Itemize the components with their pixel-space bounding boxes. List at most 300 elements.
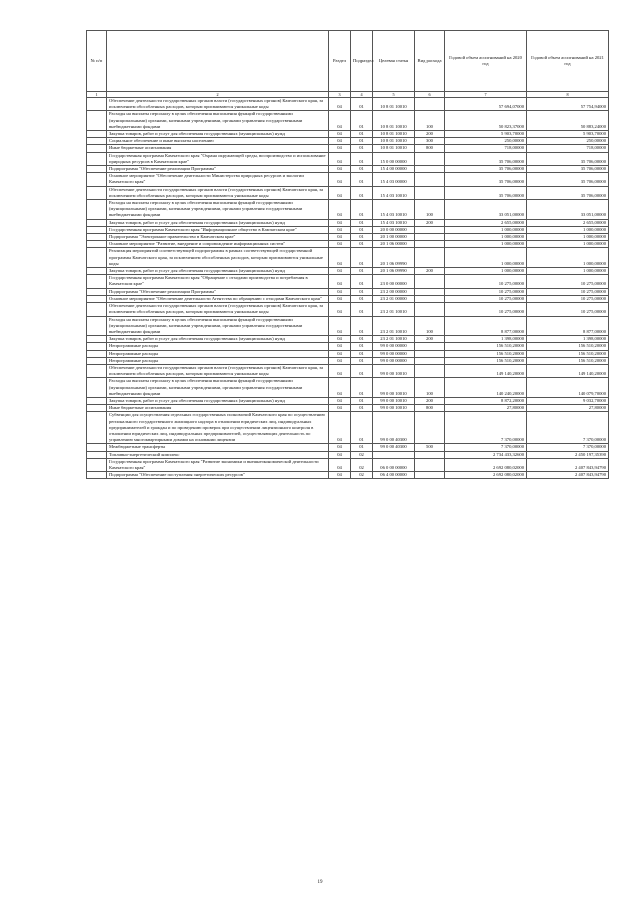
header-target-article: Целевая статья xyxy=(373,31,415,92)
row-2021-cell: 7 370,00000 xyxy=(527,412,609,444)
table-row xyxy=(87,303,609,316)
row-target-article-cell: 15 4 03 10010 xyxy=(373,200,415,220)
row-expense-type-cell xyxy=(415,186,445,199)
row-2021-cell: 35 706,00000 xyxy=(527,166,609,173)
row-num-cell xyxy=(87,226,107,233)
row-razdel-cell: 04 xyxy=(329,350,351,357)
row-podrazdel-cell: 01 xyxy=(351,303,373,316)
header-podrazdel: Подраздел xyxy=(351,31,373,92)
row-name-cell: Непрограммные расходы xyxy=(107,357,329,364)
document-page xyxy=(86,30,608,479)
row-name-cell: Субвенции для осуществления отдельных государственных полномочий Камчатского края по осуществлению регионального государственного жилищного надзора в отношении юридических лиц, индивидуальных предпринимателей и граждан и по проведению проверок при осуществлении лицензионного контроля в отношении юридических лиц, индивидуальных предпринимателей, осуществляющих деятельность по управлению многоквартирными домами на основании лицензии xyxy=(107,412,329,444)
row-2021-cell: 35 706,00000 xyxy=(527,186,609,199)
row-podrazdel-cell: 01 xyxy=(351,444,373,451)
row-name-cell: Подпрограмма "Обеспечение реализации Программы" xyxy=(107,288,329,295)
row-razdel-cell: 04 xyxy=(329,138,351,145)
row-target-article-cell: 99 0 00 10010 xyxy=(373,378,415,398)
row-expense-type-cell xyxy=(415,248,445,268)
row-num-cell xyxy=(87,316,107,336)
row-target-article-cell: 15 4 03 00000 xyxy=(373,173,415,186)
row-2021-cell: 35 706,00000 xyxy=(527,152,609,165)
row-2021-cell: 57 754,94000 xyxy=(527,98,609,111)
row-num-cell xyxy=(87,138,107,145)
row-podrazdel-cell: 01 xyxy=(351,405,373,412)
row-expense-type-cell xyxy=(415,173,445,186)
row-2020-cell: 156 510,20000 xyxy=(445,343,527,350)
row-2020-cell: 718,00000 xyxy=(445,145,527,152)
row-2020-cell: 1 000,00000 xyxy=(445,226,527,233)
row-num-cell xyxy=(87,405,107,412)
row-podrazdel-cell: 01 xyxy=(351,288,373,295)
row-target-article-cell: 20 1 06 00000 xyxy=(373,241,415,248)
row-name-cell: Социальное обеспечение и иные выплаты населению xyxy=(107,138,329,145)
colnum: 3 xyxy=(329,92,351,98)
table-row xyxy=(87,412,609,444)
table-row xyxy=(87,472,609,479)
row-target-article-cell: 06 4 00 00000 xyxy=(373,472,415,479)
budget-table xyxy=(86,30,609,479)
row-2021-cell: 1 000,00000 xyxy=(527,241,609,248)
row-target-article-cell: 99 0 00 00000 xyxy=(373,357,415,364)
row-podrazdel-cell: 01 xyxy=(351,138,373,145)
row-target-article-cell: 15 4 00 00000 xyxy=(373,166,415,173)
row-name-cell: Расходы на выплаты персоналу в целях обеспечения выполнения функций государственными (муниципальными) органами, казенными учреждениями, органами управления государственными внебюджетными фондами xyxy=(107,200,329,220)
row-num-cell xyxy=(87,350,107,357)
row-expense-type-cell: 200 xyxy=(415,397,445,404)
row-podrazdel-cell: 01 xyxy=(351,268,373,275)
row-2020-cell: 35 706,00000 xyxy=(445,173,527,186)
table-row xyxy=(87,219,609,226)
table-row xyxy=(87,166,609,173)
row-razdel-cell: 04 xyxy=(329,98,351,111)
row-podrazdel-cell: 01 xyxy=(351,234,373,241)
row-target-article-cell: 23 2 01 10010 xyxy=(373,303,415,316)
row-target-article-cell: 20 1 06 09990 xyxy=(373,268,415,275)
colnum: 8 xyxy=(527,92,609,98)
row-2021-cell: 33 051,00000 xyxy=(527,200,609,220)
table-row xyxy=(87,226,609,233)
row-2020-cell: 1 000,00000 xyxy=(445,241,527,248)
row-2020-cell: 2 655,00000 xyxy=(445,219,527,226)
row-expense-type-cell: 200 xyxy=(415,219,445,226)
row-2021-cell: 1 398,00000 xyxy=(527,336,609,343)
header-2020: Годовой объем ассигнований на 2020 год xyxy=(445,31,527,92)
row-name-cell: Закупка товаров, работ и услуг для обеспечения государственных (муниципальных) нужд xyxy=(107,336,329,343)
row-razdel-cell: 04 xyxy=(329,152,351,165)
table-body xyxy=(87,98,609,479)
table-row xyxy=(87,336,609,343)
colnum: 2 xyxy=(107,92,329,98)
row-2020-cell: 1 000,00000 xyxy=(445,248,527,268)
table-row xyxy=(87,145,609,152)
table-row xyxy=(87,248,609,268)
row-razdel-cell: 04 xyxy=(329,145,351,152)
row-podrazdel-cell: 01 xyxy=(351,200,373,220)
row-podrazdel-cell: 01 xyxy=(351,241,373,248)
row-name-cell: Закупка товаров, работ и услуг для обеспечения государственных (муниципальных) нужд xyxy=(107,268,329,275)
row-expense-type-cell xyxy=(415,458,445,471)
row-podrazdel-cell: 01 xyxy=(351,145,373,152)
row-name-cell: Подпрограмма "Обеспечение реализации Программы" xyxy=(107,166,329,173)
row-name-cell: Основное мероприятие "Развитие, внедрение и сопровождение информационных систем" xyxy=(107,241,329,248)
table-header-row xyxy=(87,31,609,92)
row-target-article-cell: 99 0 00 10010 xyxy=(373,405,415,412)
row-num-cell xyxy=(87,397,107,404)
row-name-cell: Топливно-энергетический комплекс xyxy=(107,451,329,458)
row-expense-type-cell: 200 xyxy=(415,268,445,275)
row-expense-type-cell: 100 xyxy=(415,200,445,220)
row-razdel-cell: 04 xyxy=(329,268,351,275)
row-num-cell xyxy=(87,472,107,479)
row-2020-cell: 50 823,37000 xyxy=(445,111,527,131)
row-target-article-cell: 06 0 00 00000 xyxy=(373,458,415,471)
row-target-article-cell: 20 1 06 09990 xyxy=(373,248,415,268)
table-row xyxy=(87,241,609,248)
row-num-cell xyxy=(87,412,107,444)
row-name-cell: Закупка товаров, работ и услуг для обеспечения государственных (муниципальных) нужд xyxy=(107,131,329,138)
row-2020-cell: 149 140,20000 xyxy=(445,364,527,377)
row-2021-cell: 5 903,70000 xyxy=(527,131,609,138)
row-name-cell: Закупка товаров, работ и услуг для обеспечения государственных (муниципальных) нужд xyxy=(107,219,329,226)
row-razdel-cell: 04 xyxy=(329,364,351,377)
row-podrazdel-cell: 02 xyxy=(351,472,373,479)
row-2020-cell: 35 706,00000 xyxy=(445,186,527,199)
row-2021-cell: 250,00000 xyxy=(527,138,609,145)
row-podrazdel-cell: 01 xyxy=(351,219,373,226)
row-2020-cell: 1 000,00000 xyxy=(445,234,527,241)
row-target-article-cell xyxy=(373,451,415,458)
row-name-cell: Государственная программа Камчатского края "Информационное общество в Камчатском крае" xyxy=(107,226,329,233)
row-name-cell: Подпрограмма "Обеспечение поступления энергетических ресурсов" xyxy=(107,472,329,479)
row-2021-cell: 156 510,20000 xyxy=(527,357,609,364)
row-razdel-cell: 04 xyxy=(329,303,351,316)
row-num-cell xyxy=(87,145,107,152)
row-2021-cell: 2 407 843,94790 xyxy=(527,458,609,471)
row-razdel-cell: 04 xyxy=(329,397,351,404)
row-name-cell: Основное мероприятие "Обеспечение деятельности Агентства по обращению с отходами Камчатского края" xyxy=(107,295,329,302)
row-num-cell xyxy=(87,295,107,302)
row-expense-type-cell xyxy=(415,275,445,288)
row-num-cell xyxy=(87,357,107,364)
row-name-cell: Межбюджетные трансферты xyxy=(107,444,329,451)
table-row xyxy=(87,397,609,404)
row-2021-cell: 1 000,00000 xyxy=(527,268,609,275)
row-expense-type-cell: 100 xyxy=(415,378,445,398)
row-num-cell xyxy=(87,444,107,451)
row-num-cell xyxy=(87,275,107,288)
row-name-cell: Государственная программа Камчатского края "Развитие экономики и внешнеэкономической деятельности Камчатского края" xyxy=(107,458,329,471)
row-podrazdel-cell: 01 xyxy=(351,364,373,377)
row-podrazdel-cell: 01 xyxy=(351,173,373,186)
row-razdel-cell: 04 xyxy=(329,186,351,199)
row-podrazdel-cell: 01 xyxy=(351,226,373,233)
row-razdel-cell: 04 xyxy=(329,316,351,336)
colnum: 4 xyxy=(351,92,373,98)
row-podrazdel-cell: 01 xyxy=(351,111,373,131)
row-num-cell xyxy=(87,219,107,226)
header-razdel: Раздел xyxy=(329,31,351,92)
row-target-article-cell: 23 2 01 10010 xyxy=(373,336,415,343)
row-razdel-cell: 04 xyxy=(329,166,351,173)
row-target-article-cell: 23 2 00 00000 xyxy=(373,288,415,295)
row-target-article-cell: 99 0 00 10010 xyxy=(373,397,415,404)
table-row xyxy=(87,186,609,199)
row-expense-type-cell: 200 xyxy=(415,131,445,138)
row-2020-cell: 33 051,00000 xyxy=(445,200,527,220)
row-target-article-cell: 99 0 00 10010 xyxy=(373,364,415,377)
row-name-cell: Обеспечение деятельности государственных органов власти (государственных органов) Камчатского края, за исключением обособленных расходов, которым присваиваются уникальные коды xyxy=(107,98,329,111)
row-podrazdel-cell: 02 xyxy=(351,458,373,471)
row-expense-type-cell xyxy=(415,241,445,248)
row-podrazdel-cell: 01 xyxy=(351,336,373,343)
colnum: 7 xyxy=(445,92,527,98)
table-row xyxy=(87,458,609,471)
row-razdel-cell: 04 xyxy=(329,336,351,343)
row-2020-cell: 2 692 080,02000 xyxy=(445,472,527,479)
row-2021-cell: 7 370,00000 xyxy=(527,444,609,451)
table-row xyxy=(87,444,609,451)
row-name-cell: Непрограммные расходы xyxy=(107,350,329,357)
row-podrazdel-cell: 01 xyxy=(351,186,373,199)
row-expense-type-cell xyxy=(415,234,445,241)
row-2021-cell: 9 032,70000 xyxy=(527,397,609,404)
row-num-cell xyxy=(87,186,107,199)
row-name-cell: Государственная программа Камчатского края "Охрана окружающей среды, воспроизводство и использование природных ресурсов в Камчатском крае" xyxy=(107,152,329,165)
table-row xyxy=(87,152,609,165)
row-2020-cell: 1 000,00000 xyxy=(445,268,527,275)
row-expense-type-cell: 100 xyxy=(415,111,445,131)
row-2021-cell: 10 275,00000 xyxy=(527,295,609,302)
row-num-cell xyxy=(87,152,107,165)
row-razdel-cell: 04 xyxy=(329,444,351,451)
row-2021-cell: 2 407 843,94790 xyxy=(527,472,609,479)
row-podrazdel-cell: 01 xyxy=(351,378,373,398)
row-razdel-cell: 04 xyxy=(329,412,351,444)
row-num-cell xyxy=(87,111,107,131)
row-num-cell xyxy=(87,303,107,316)
row-expense-type-cell xyxy=(415,98,445,111)
row-expense-type-cell: 500 xyxy=(415,444,445,451)
row-num-cell xyxy=(87,288,107,295)
table-row xyxy=(87,350,609,357)
row-expense-type-cell xyxy=(415,451,445,458)
row-2020-cell: 35 706,00000 xyxy=(445,166,527,173)
row-2020-cell: 8 872,20000 xyxy=(445,397,527,404)
row-razdel-cell: 04 xyxy=(329,173,351,186)
row-num-cell xyxy=(87,200,107,220)
row-name-cell: Подпрограмма "Электронное правительство в Камчатском крае" xyxy=(107,234,329,241)
row-2020-cell: 156 510,20000 xyxy=(445,350,527,357)
row-razdel-cell: 04 xyxy=(329,405,351,412)
row-2020-cell: 10 275,00000 xyxy=(445,288,527,295)
row-num-cell xyxy=(87,131,107,138)
row-razdel-cell: 04 xyxy=(329,357,351,364)
colnum: 5 xyxy=(373,92,415,98)
row-razdel-cell: 04 xyxy=(329,295,351,302)
row-name-cell: Обеспечение деятельности государственных органов власти (государственных органов) Камчатского края, за исключением обособленных расходов, которым присваиваются уникальные коды xyxy=(107,364,329,377)
row-2020-cell: 250,00000 xyxy=(445,138,527,145)
row-target-article-cell: 20 1 00 00000 xyxy=(373,234,415,241)
row-2020-cell: 140 240,20000 xyxy=(445,378,527,398)
row-expense-type-cell xyxy=(415,343,445,350)
table-row xyxy=(87,343,609,350)
row-expense-type-cell xyxy=(415,288,445,295)
row-name-cell: Расходы на выплаты персоналу в целях обеспечения выполнения функций государственными (муниципальными) органами, казенными учреждениями, органами управления государственными внебюджетными фондами xyxy=(107,111,329,131)
row-target-article-cell: 23 2 01 10010 xyxy=(373,316,415,336)
row-2020-cell: 2 734 433,32600 xyxy=(445,451,527,458)
row-2020-cell: 7 370,00000 xyxy=(445,412,527,444)
table-row xyxy=(87,378,609,398)
row-podrazdel-cell: 01 xyxy=(351,98,373,111)
row-podrazdel-cell: 01 xyxy=(351,295,373,302)
row-name-cell: Иные бюджетные ассигнования xyxy=(107,145,329,152)
row-razdel-cell: 04 xyxy=(329,131,351,138)
row-razdel-cell: 04 xyxy=(329,248,351,268)
row-num-cell xyxy=(87,173,107,186)
row-expense-type-cell xyxy=(415,364,445,377)
header-num: № п/п xyxy=(87,31,107,92)
table-row xyxy=(87,138,609,145)
row-name-cell: Расходы на выплаты персоналу в целях обеспечения выполнения функций государственными (муниципальными) органами, казенными учреждениями, органами управления государственными внебюджетными фондами xyxy=(107,378,329,398)
row-2021-cell: 1 000,00000 xyxy=(527,248,609,268)
row-target-article-cell: 15 4 03 10010 xyxy=(373,186,415,199)
row-expense-type-cell: 300 xyxy=(415,138,445,145)
row-name-cell: Иные бюджетные ассигнования xyxy=(107,405,329,412)
row-name-cell: Обеспечение деятельности государственных органов власти (государственных органов) Камчатского края, за исключением обособленных расходов, которым присваиваются уникальные коды xyxy=(107,186,329,199)
row-target-article-cell: 10 8 01 10010 xyxy=(373,98,415,111)
row-expense-type-cell: 800 xyxy=(415,145,445,152)
row-num-cell xyxy=(87,458,107,471)
row-2021-cell: 1 000,00000 xyxy=(527,234,609,241)
row-podrazdel-cell: 02 xyxy=(351,451,373,458)
row-expense-type-cell xyxy=(415,152,445,165)
row-2020-cell: 7 370,00000 xyxy=(445,444,527,451)
row-2021-cell: 156 510,20000 xyxy=(527,350,609,357)
row-2021-cell: 2 450 197,35390 xyxy=(527,451,609,458)
table-row xyxy=(87,131,609,138)
row-2021-cell: 718,00000 xyxy=(527,145,609,152)
table-row xyxy=(87,405,609,412)
row-expense-type-cell: 800 xyxy=(415,405,445,412)
row-target-article-cell: 10 8 01 10010 xyxy=(373,138,415,145)
row-target-article-cell: 20 0 00 00000 xyxy=(373,226,415,233)
row-podrazdel-cell: 01 xyxy=(351,166,373,173)
table-row xyxy=(87,268,609,275)
row-podrazdel-cell: 01 xyxy=(351,275,373,288)
row-podrazdel-cell: 01 xyxy=(351,397,373,404)
row-num-cell xyxy=(87,234,107,241)
row-2021-cell: 156 510,20000 xyxy=(527,343,609,350)
row-2021-cell: 10 275,00000 xyxy=(527,288,609,295)
row-target-article-cell: 10 8 01 10010 xyxy=(373,131,415,138)
table-row xyxy=(87,357,609,364)
row-num-cell xyxy=(87,166,107,173)
table-row xyxy=(87,364,609,377)
row-target-article-cell: 99 0 00 40300 xyxy=(373,444,415,451)
row-2020-cell: 35 706,00000 xyxy=(445,152,527,165)
row-razdel-cell: 04 xyxy=(329,200,351,220)
row-2021-cell: 27,80000 xyxy=(527,405,609,412)
row-razdel-cell: 04 xyxy=(329,451,351,458)
row-expense-type-cell xyxy=(415,472,445,479)
row-name-cell: Закупка товаров, работ и услуг для обеспечения государственных (муниципальных) нужд xyxy=(107,397,329,404)
row-num-cell xyxy=(87,343,107,350)
row-razdel-cell: 04 xyxy=(329,458,351,471)
row-target-article-cell: 10 8 01 10010 xyxy=(373,145,415,152)
row-2021-cell: 8 877,00000 xyxy=(527,316,609,336)
row-podrazdel-cell: 01 xyxy=(351,131,373,138)
row-podrazdel-cell: 01 xyxy=(351,316,373,336)
row-2020-cell: 10 275,00000 xyxy=(445,303,527,316)
row-num-cell xyxy=(87,378,107,398)
row-num-cell xyxy=(87,241,107,248)
table-row xyxy=(87,288,609,295)
colnum: 1 xyxy=(87,92,107,98)
row-target-article-cell: 99 0 00 00000 xyxy=(373,343,415,350)
row-expense-type-cell xyxy=(415,350,445,357)
row-podrazdel-cell: 01 xyxy=(351,412,373,444)
table-row xyxy=(87,173,609,186)
row-target-article-cell: 23 2 01 00000 xyxy=(373,295,415,302)
row-name-cell: Обеспечение деятельности государственных органов власти (государственных органов) Камчатского края, за исключением обособленных расходов, которым присваиваются уникальные коды xyxy=(107,303,329,316)
row-2021-cell: 50 883,24000 xyxy=(527,111,609,131)
row-razdel-cell: 04 xyxy=(329,378,351,398)
row-name-cell: Основное мероприятие "Обеспечение деятельности Министерства природных ресурсов и экологии Камчатского края" xyxy=(107,173,329,186)
row-2021-cell: 10 275,00000 xyxy=(527,303,609,316)
row-2021-cell: 140 079,70000 xyxy=(527,378,609,398)
row-num-cell xyxy=(87,364,107,377)
table-row xyxy=(87,451,609,458)
row-2020-cell: 10 275,00000 xyxy=(445,275,527,288)
row-2021-cell: 2 655,00000 xyxy=(527,219,609,226)
row-razdel-cell: 04 xyxy=(329,111,351,131)
row-razdel-cell: 04 xyxy=(329,226,351,233)
row-2021-cell: 149 140,20000 xyxy=(527,364,609,377)
row-razdel-cell: 04 xyxy=(329,219,351,226)
header-expense-type: Вид расхода xyxy=(415,31,445,92)
row-expense-type-cell xyxy=(415,295,445,302)
row-2020-cell: 8 877,00000 xyxy=(445,316,527,336)
table-row xyxy=(87,111,609,131)
row-razdel-cell: 04 xyxy=(329,288,351,295)
row-expense-type-cell: 100 xyxy=(415,316,445,336)
row-2021-cell: 1 000,00000 xyxy=(527,226,609,233)
table-row xyxy=(87,316,609,336)
row-razdel-cell: 04 xyxy=(329,241,351,248)
page-number: 19 xyxy=(317,880,323,885)
row-expense-type-cell: 200 xyxy=(415,336,445,343)
table-row xyxy=(87,275,609,288)
row-name-cell: Непрограммные расходы xyxy=(107,343,329,350)
row-target-article-cell: 10 8 01 10010 xyxy=(373,111,415,131)
row-expense-type-cell xyxy=(415,226,445,233)
row-num-cell xyxy=(87,98,107,111)
row-num-cell xyxy=(87,451,107,458)
row-target-article-cell: 23 0 00 00000 xyxy=(373,275,415,288)
table-row xyxy=(87,234,609,241)
row-expense-type-cell xyxy=(415,166,445,173)
row-podrazdel-cell: 01 xyxy=(351,357,373,364)
row-2020-cell: 1 398,00000 xyxy=(445,336,527,343)
row-num-cell xyxy=(87,268,107,275)
row-num-cell xyxy=(87,248,107,268)
row-podrazdel-cell: 01 xyxy=(351,350,373,357)
row-2020-cell: 156 510,20000 xyxy=(445,357,527,364)
row-expense-type-cell xyxy=(415,303,445,316)
table-row xyxy=(87,295,609,302)
row-2021-cell: 35 706,00000 xyxy=(527,173,609,186)
table-row xyxy=(87,98,609,111)
